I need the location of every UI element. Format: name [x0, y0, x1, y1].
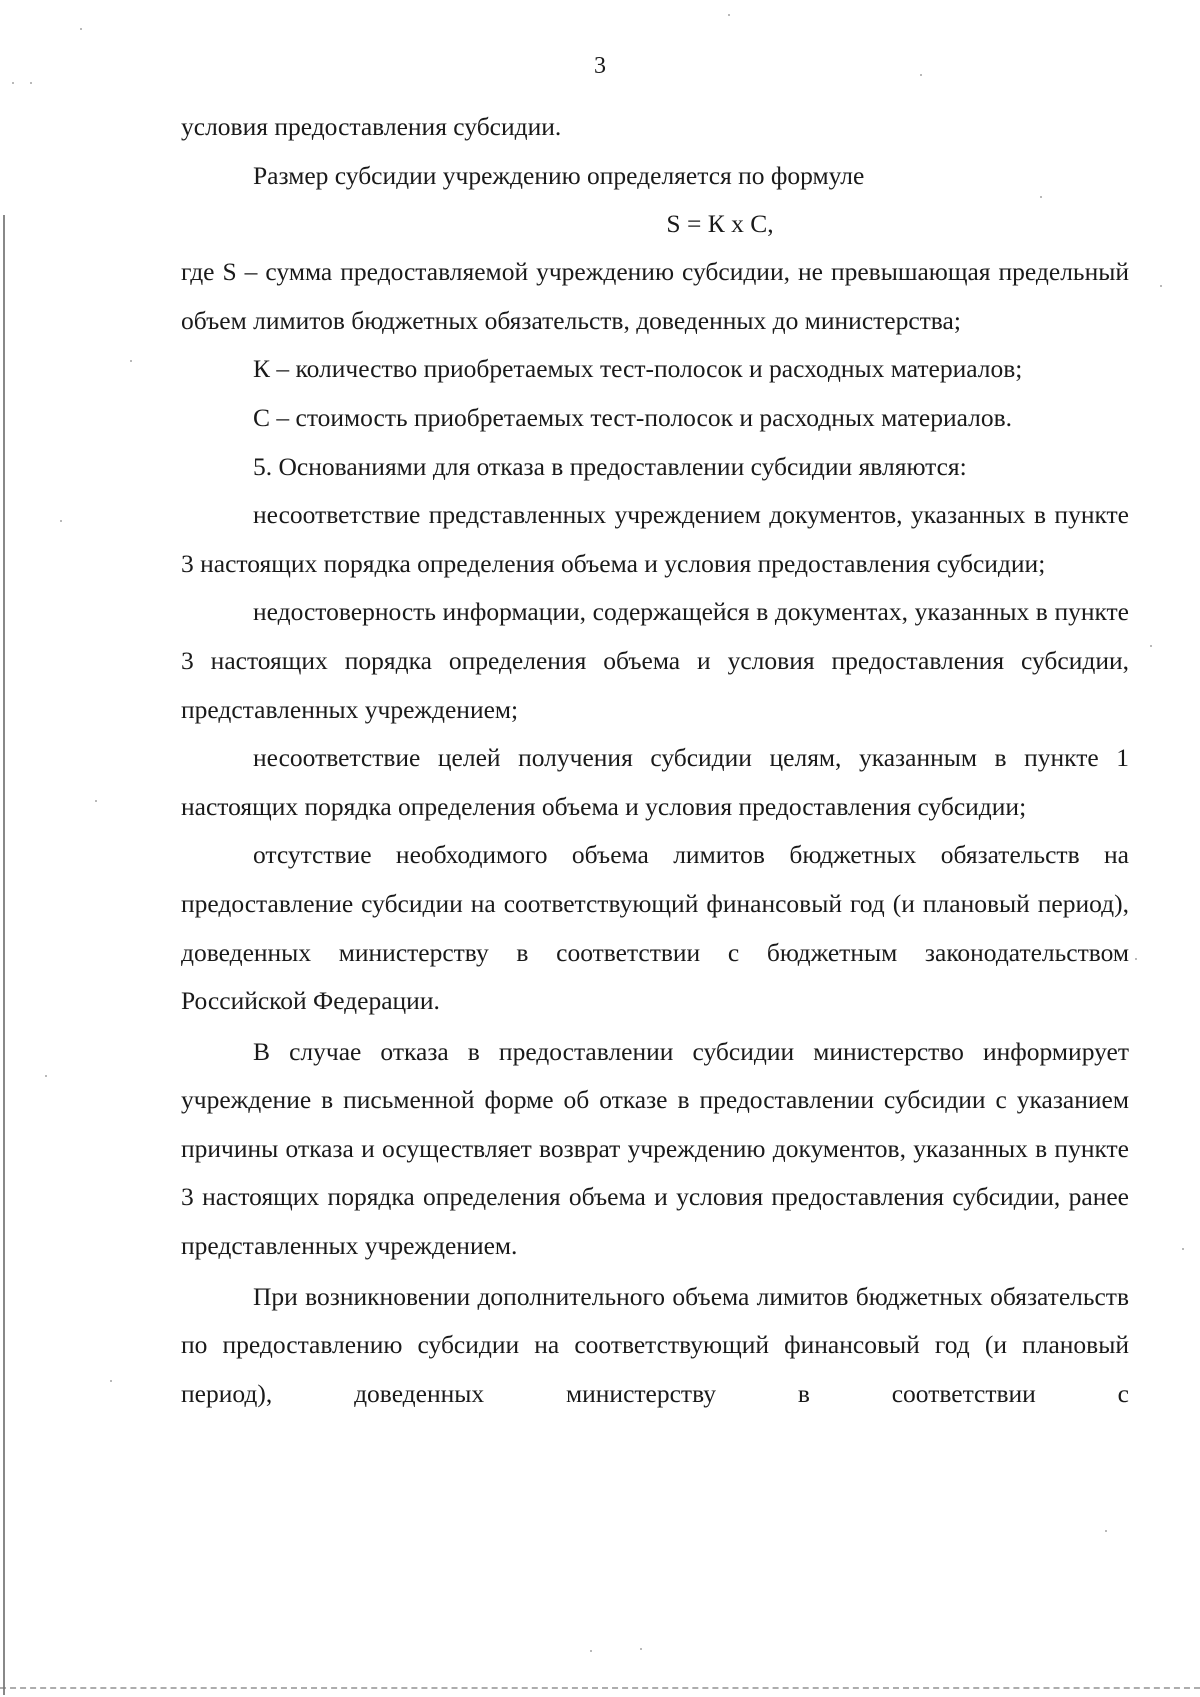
page-number: 3 [594, 53, 606, 79]
scan-speck [1135, 958, 1137, 960]
formula: S = К х С, [666, 209, 774, 239]
scan-speck [1160, 285, 1162, 287]
scan-speck [60, 520, 62, 522]
scan-speck [80, 28, 82, 30]
paragraph-additional-limits: При возникновении дополнительного объема лимитов бюджетных обязательств по предоставлению субсидии на соответствующий финансовый год (и плановый период), доведенных министерству в соответствии с [181, 1281, 1129, 1408]
paragraph-ground-documents: несоответствие представленных учреждением документов, указанных в пункте 3 настоящих порядка определения объема и условия предоставления субсидии; [181, 500, 1129, 578]
paragraph-refusal-case: В случае отказа в предоставлении субсидии министерство информирует учреждение в письменной форме об отказе в предоставлении субсидии с указанием причины отказа и осуществляет возврат учреждению документов, указанных в пункте 3 настоящих порядка определения объема и условия предоставления субсидии, ранее представленных учреждением. [181, 1036, 1129, 1261]
scan-speck [728, 14, 730, 16]
scan-speck [110, 1380, 112, 1382]
scan-speck [590, 1650, 592, 1652]
paragraph-definition-s: где S – сумма предоставляемой учреждению субсидии, не превышающая предельный объем лимитов бюджетных обязательств, доведенных до министерства; [181, 257, 1129, 335]
paragraph-subsidy-size: Размер субсидии учреждению определяется по формуле [253, 160, 865, 190]
scan-speck [95, 800, 97, 802]
paragraph-definition-c: С – стоимость приобретаемых тест-полосок и расходных материалов. [253, 402, 1013, 432]
scan-speck [1105, 1530, 1107, 1532]
paragraph-definition-k: К – количество приобретаемых тест-полосок и расходных материалов; [253, 354, 1023, 384]
scan-bottom-dashes [0, 1687, 1200, 1689]
scan-speck [12, 82, 14, 84]
scan-speck [45, 1075, 47, 1077]
scan-speck [30, 82, 32, 84]
paragraph-ground-limits: отсутствие необходимого объема лимитов бюджетных обязательств на предоставление субсидии на соответствующий финансовый год (и плановый период), доведенных министерству в соответствии с бюджетным законодательством Российской Федерации. [181, 840, 1129, 1016]
paragraph-continuation: условия предоставления субсидии. [181, 112, 562, 141]
paragraph-ground-information: недостоверность информации, содержащейся в документах, указанных в пункте 3 настоящих порядка определения объема и условия предоставления субсидии, представленных учреждением; [181, 597, 1129, 724]
scan-speck [640, 1648, 642, 1650]
scan-speck [130, 360, 132, 362]
document-body [181, 103, 1129, 1418]
scan-speck [1182, 1248, 1184, 1250]
scan-speck [1150, 645, 1152, 647]
paragraph-ground-purposes: несоответствие целей получения субсидии целям, указанным в пункте 1 настоящих порядка определения объема и условия предоставления субсидии; [181, 743, 1129, 821]
scan-edge-line [3, 215, 5, 1695]
paragraph-refusal-grounds: 5. Основаниями для отказа в предоставлении субсидии являются: [253, 451, 967, 481]
